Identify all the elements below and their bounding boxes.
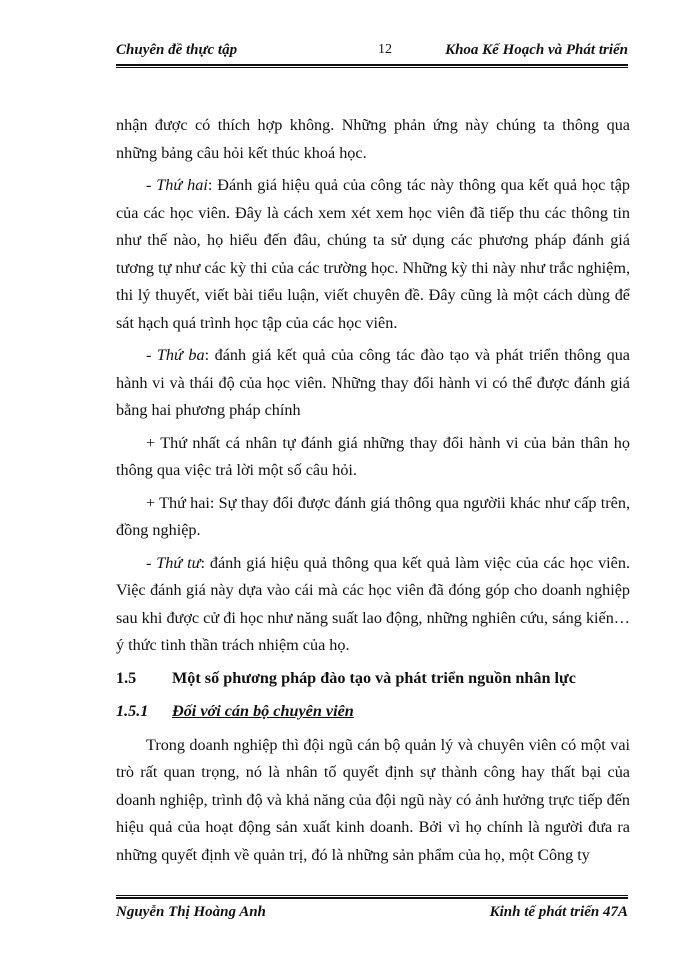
paragraph-2-text: : Đánh giá hiệu quả của công tác này thông qua kết quả học tập của các học viên. Đây là cách xem xét xem học viên đã tiếp thu các thông tin như thế nào, họ hiểu đến đâu, chúng ta sử dụng các phương pháp đánh giá tương tự như các kỳ thi của các trường học. Những kỳ thi này như trắc nghiệm, thi lý thuyết, viết bài tiểu luận, viết chuyên đề. Đây cũng là một cách dùng để sát hạch quá trình học tập của các học viên. (116, 176, 630, 332)
header-document-title: Chuyên đề thực tập (116, 42, 238, 58)
footer-rule-thin (116, 895, 628, 896)
paragraph-6 (116, 550, 630, 660)
paragraph-4: + Thứ nhất cá nhân tự đánh giá những thay đổi hành vi của bản thân họ thông qua việc trả lời một số câu hỏi. (116, 433, 630, 479)
paragraph-3 (116, 342, 630, 425)
header-rule-thick (116, 64, 628, 66)
footer-rule-thick (116, 897, 628, 899)
paragraph-6-label: - Thứ tư (146, 553, 201, 572)
page-header (116, 38, 628, 60)
document-body (116, 112, 630, 874)
section-heading-number: 1.5 (116, 668, 137, 687)
header-rule-thin (116, 67, 628, 68)
paragraph-5: + Thứ hai: Sự thay đổi được đánh giá thông qua ngườii khác như cấp trên, đồng nghiệp. (116, 493, 630, 539)
subsection-heading-text: Đối với cán bộ chuyên viên (172, 702, 354, 720)
footer-author: Nguyễn Thị Hoàng Anh (116, 904, 266, 920)
paragraph-6-text: : đánh giá hiệu quả thông qua kết quả làm việc của các học viên. Việc đánh giá này dựa vào cái mà các học viên đã đóng góp cho doanh nghiệp sau khi được cử đi học như năng suất lao động, những nghiên cứu, sáng kiến… ý thức tinh thần trách nhiệm của họ. (116, 553, 630, 654)
subsection-heading (116, 698, 630, 726)
paragraph-2-label: - Thứ hai (146, 176, 208, 194)
header-faculty: Khoa Kế Hoạch và Phát triển (445, 42, 628, 58)
paragraph-7: Trong doanh nghiệp thì đội ngũ cán bộ quản lý và chuyên viên có một vai trò rất quan trọng, nó là nhân tố quyết định sự thành công hay thất bại của doanh nghiệp, trình độ và khả năng của đội ngũ này có ảnh hưởng trực tiếp đến hiệu quả của hoạt động sản xuất kinh doanh. Bởi vì họ chính là người đưa ra những quyết định về quản trị, đó là những sản phẩm của họ, một Công ty (116, 735, 630, 864)
section-heading (116, 665, 630, 693)
paragraph-2 (116, 172, 630, 337)
paragraph-3-text: : đánh giá kết quả của công tác đào tạo và phát triển thông qua hành vi và thái độ của học viên. Những thay đổi hành vi có thể được đánh giá bằng hai phương pháp chính (116, 346, 630, 419)
paragraph-3-label: - Thứ ba (146, 346, 205, 364)
page-number: 12 (378, 42, 392, 57)
section-heading-text: Một số phương pháp đào tạo và phát triển nguồn nhân lực (172, 668, 576, 687)
paragraph-1: nhận được có thích hợp không. Những phản ứng này chúng ta thông qua những bảng câu hỏi kết thúc khoá học. (116, 116, 630, 162)
footer-class: Kinh tế phát triển 47A (489, 904, 628, 920)
page-footer (116, 904, 628, 926)
subsection-heading-number: 1.5.1 (116, 702, 149, 720)
